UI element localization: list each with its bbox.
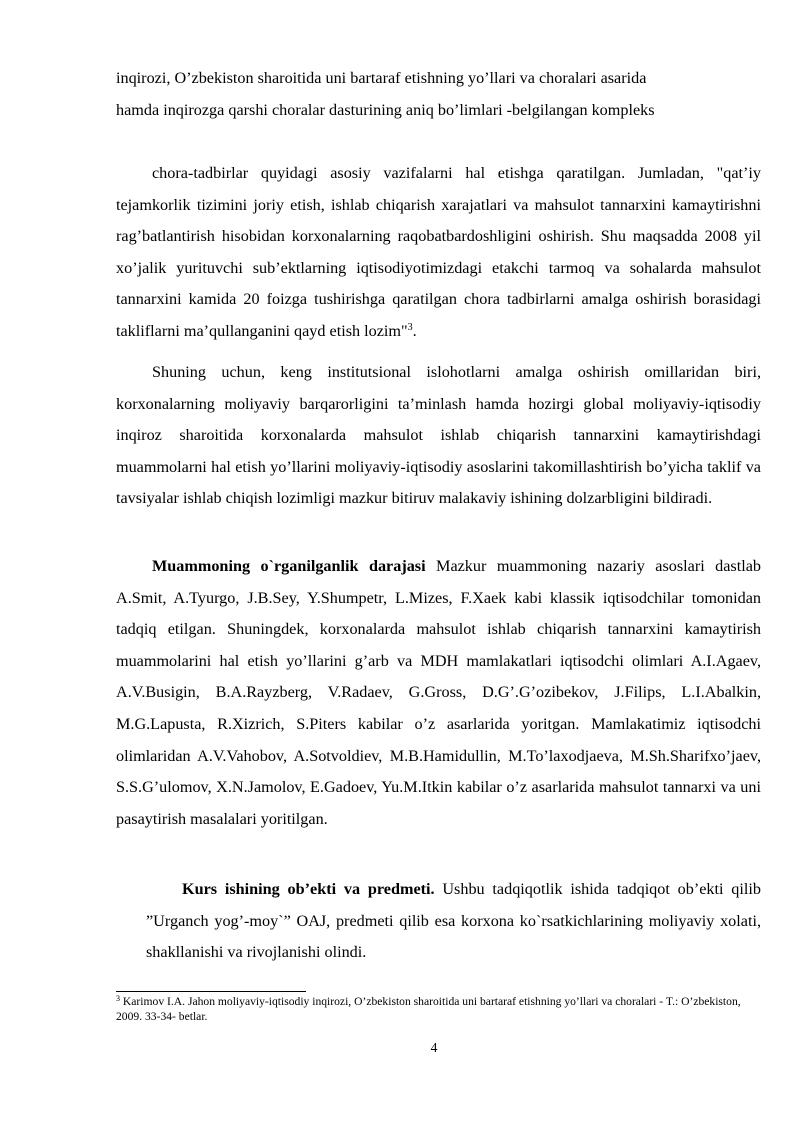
- paragraph-end: .: [412, 321, 417, 340]
- footnote: [116, 994, 761, 1025]
- section-heading: Kurs ishining ob’ekti va predmeti.: [182, 880, 435, 898]
- page-number: 4: [430, 1040, 438, 1055]
- paragraph-text: chora-tadbirlar quyidagi asosiy vazifalarni hal etishga qaratilgan. Jumladan, "qat’iy tejamkorlik tizimini joriy etish, ishlab chiqarish xarajatlari va mahsulot tannarxini kamaytirishni rag’batlantirish hisobidan korxonalarning raqobatbardoshligini oshirish. Shu maqsadda 2008 yil xo’jalik yurituvchi sub’ektlarning iqtisodiyotimizdagi etakchi tarmoq va sohalarda mahsulot tannarxini kamida 20 foizga tushirishga qaratilgan chora tadbirlarni amalga oshirish borasidagi takliflarni ma’qullanganini qayd etish lozim": [116, 164, 761, 340]
- footnote-divider: [116, 991, 306, 992]
- paragraph-line: hamda inqirozga qarshi choralar dasturining aniq bo’limlari -belgilangan kompleks: [116, 100, 655, 119]
- footnote-number: 3: [116, 994, 120, 1003]
- footnote-reference[interactable]: 3: [407, 321, 413, 333]
- paragraph-text: Shuning uchun, keng institutsional islohotlarni amalga oshirish omillaridan biri, korxonalarning moliyaviy barqarorligini ta’minlash hamda hozirgi global moliyaviy-iqtisodiy inqiroz sharoitida korxonalarda mahsulot ishlab chiqarish tannarxini kamaytirishdagi muammolarni hal etish yo’llarini moliyaviy-iqtisodiy asoslarini takomillashtirish bo’yicha taklif va tavsiyalar ishlab chiqish lozimligi mazkur bitiruv malakaviy ishining dolzarbligini bildiradi.: [116, 363, 761, 508]
- paragraph-text: Mazkur muammoning nazariy asoslari dastlab A.Smit, A.Tyurgo, J.B.Sey, Y.Shumpetr, L.Mizes, F.Xaek kabi klassik iqtisodchilar tomonidan tadqiq etilgan. Shuningdek, korxonalarda mahsulot ishlab chiqarish tannarxini kamaytirish muammolarini hal etish yo’llarini g’arb va MDH mamlakatlari iqtisodchi olimlari A.I.Agaev, A.V.Busigin, B.A.Rayzberg, V.Radaev, G.Gross, D.G’.G’ozibekov, J.Filips, L.I.Abalkin, M.G.Lapusta, R.Xizrich, S.Piters kabilar o’z asarlarida yoritgan. Mamlakatimiz iqtisodchi olimlaridan A.V.Vahobov, A.Sotvoldiev, M.B.Hamidullin, M.To’laxodjaeva, M.Sh.Sharifxo’jaev, S.S.G’ulomov, X.N.Jamolov, E.Gadoev, Yu.M.Itkin kabilar o’z asarlarida mahsulot tannarxi va uni pasaytirish masalalari yoritilgan.: [116, 557, 761, 828]
- paragraph-text: Ushbu tadqiqotlik ishida tadqiqot ob’ekti qilib ”Urganch yog’-moy`” OAJ, predmeti qilib esa korxona ko`rsatkichlarining moliyaviy xolati, shakllanishi va rivojlanishi olindi.: [146, 880, 761, 962]
- footnote-text: Karimov I.A. Jahon moliyaviy-iqtisodiy inqirozi, O’zbekiston sharoitida uni bartaraf etishning yo’llari va choralari - T.: O’zbekiston, 2009. 33-34- betlar.: [116, 995, 741, 1024]
- section-heading: Muammoning o`rganilganlik darajasi: [152, 557, 426, 575]
- paragraph-relevance: [116, 357, 761, 515]
- paragraph-research-degree: [116, 551, 761, 835]
- paragraph-line: inqirozi, O’zbekiston sharoitida uni bartaraf etishning yo’llari va choralari asarida: [116, 69, 647, 87]
- paragraph-continuation: [116, 63, 761, 126]
- paragraph-object-subject: [146, 874, 761, 969]
- paragraph-measures: [116, 158, 761, 348]
